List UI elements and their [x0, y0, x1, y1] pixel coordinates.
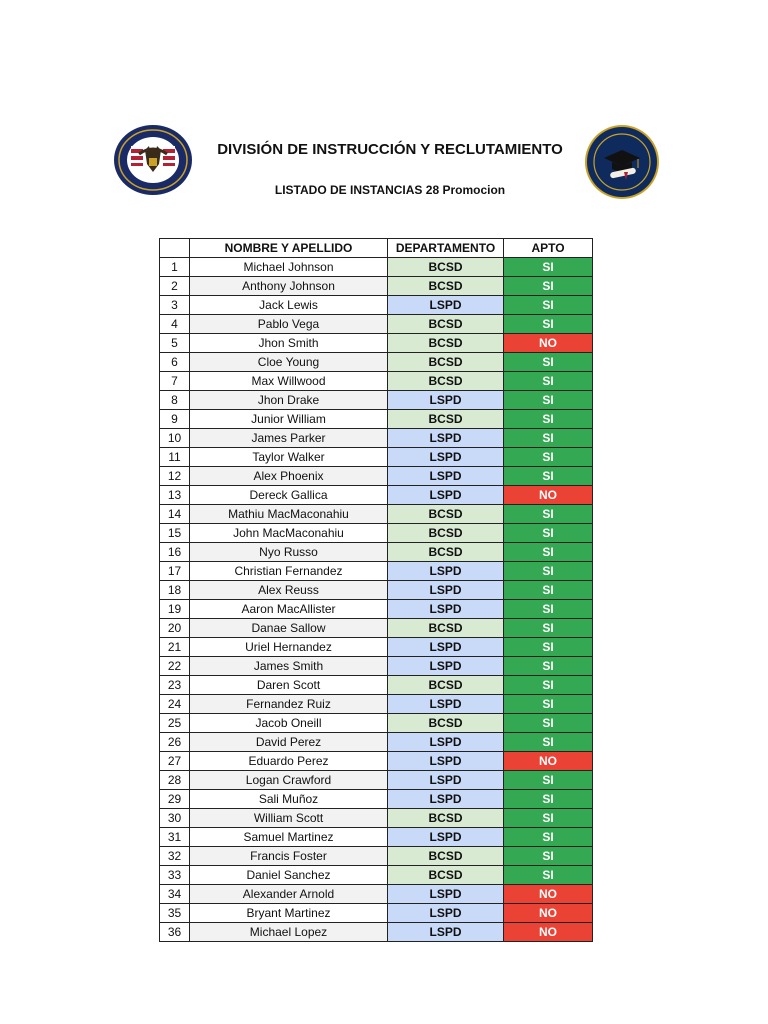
row-department: LSPD: [388, 448, 504, 467]
row-apto: SI: [504, 391, 593, 410]
row-department: LSPD: [388, 695, 504, 714]
table-row: [160, 410, 593, 429]
row-number: 31: [160, 828, 190, 847]
row-department: LSPD: [388, 904, 504, 923]
row-number: 24: [160, 695, 190, 714]
row-apto: SI: [504, 467, 593, 486]
row-apto: SI: [504, 809, 593, 828]
row-number: 34: [160, 885, 190, 904]
row-department: LSPD: [388, 923, 504, 942]
row-department: BCSD: [388, 277, 504, 296]
row-apto: SI: [504, 771, 593, 790]
row-department: BCSD: [388, 315, 504, 334]
table-row: [160, 315, 593, 334]
table-row: [160, 904, 593, 923]
table-row: [160, 638, 593, 657]
row-number: 30: [160, 809, 190, 828]
table-row: [160, 391, 593, 410]
row-number: 1: [160, 258, 190, 277]
row-number: 11: [160, 448, 190, 467]
table-row: [160, 619, 593, 638]
header-apto: APTO: [504, 239, 593, 258]
page-subtitle: LISTADO DE INSTANCIAS 28 Promocion: [274, 183, 506, 197]
table-row: [160, 771, 593, 790]
row-name: Mathiu MacMaconahiu: [190, 505, 388, 524]
row-name: David Perez: [190, 733, 388, 752]
row-department: LSPD: [388, 885, 504, 904]
row-name: Cloe Young: [190, 353, 388, 372]
row-number: 2: [160, 277, 190, 296]
row-name: Francis Foster: [190, 847, 388, 866]
row-number: 12: [160, 467, 190, 486]
row-name: James Parker: [190, 429, 388, 448]
table-row: [160, 277, 593, 296]
row-department: BCSD: [388, 809, 504, 828]
table-row: [160, 847, 593, 866]
row-apto: SI: [504, 657, 593, 676]
row-apto: NO: [504, 334, 593, 353]
row-department: BCSD: [388, 524, 504, 543]
table-row: [160, 524, 593, 543]
row-number: 26: [160, 733, 190, 752]
row-number: 18: [160, 581, 190, 600]
row-apto: SI: [504, 448, 593, 467]
table-row: [160, 486, 593, 505]
table-row: [160, 562, 593, 581]
table-row: [160, 752, 593, 771]
row-department: LSPD: [388, 771, 504, 790]
row-apto: SI: [504, 638, 593, 657]
table-row: [160, 543, 593, 562]
row-apto: NO: [504, 486, 593, 505]
table-row: [160, 676, 593, 695]
row-department: LSPD: [388, 486, 504, 505]
row-department: LSPD: [388, 600, 504, 619]
row-department: LSPD: [388, 429, 504, 448]
row-name: Sali Muñoz: [190, 790, 388, 809]
table-row: [160, 866, 593, 885]
row-apto: SI: [504, 296, 593, 315]
row-name: Alex Phoenix: [190, 467, 388, 486]
row-department: BCSD: [388, 866, 504, 885]
row-number: 19: [160, 600, 190, 619]
row-apto: SI: [504, 543, 593, 562]
row-name: Michael Johnson: [190, 258, 388, 277]
row-number: 36: [160, 923, 190, 942]
row-name: Alexander Arnold: [190, 885, 388, 904]
row-name: Jacob Oneill: [190, 714, 388, 733]
row-name: Taylor Walker: [190, 448, 388, 467]
table-row: [160, 353, 593, 372]
row-department: LSPD: [388, 657, 504, 676]
row-apto: SI: [504, 353, 593, 372]
row-number: 35: [160, 904, 190, 923]
row-department: LSPD: [388, 467, 504, 486]
row-name: Samuel Martinez: [190, 828, 388, 847]
row-department: BCSD: [388, 334, 504, 353]
table-row: [160, 790, 593, 809]
row-number: 27: [160, 752, 190, 771]
row-name: Jhon Smith: [190, 334, 388, 353]
row-apto: SI: [504, 505, 593, 524]
row-department: BCSD: [388, 847, 504, 866]
row-apto: SI: [504, 866, 593, 885]
row-name: Daren Scott: [190, 676, 388, 695]
row-apto: NO: [504, 923, 593, 942]
row-apto: SI: [504, 619, 593, 638]
row-department: BCSD: [388, 714, 504, 733]
row-name: Aaron MacAllister: [190, 600, 388, 619]
row-number: 9: [160, 410, 190, 429]
row-department: BCSD: [388, 619, 504, 638]
row-number: 23: [160, 676, 190, 695]
row-department: BCSD: [388, 353, 504, 372]
header-number-blank: [160, 239, 190, 258]
row-number: 4: [160, 315, 190, 334]
row-apto: SI: [504, 410, 593, 429]
row-number: 14: [160, 505, 190, 524]
row-department: LSPD: [388, 752, 504, 771]
row-name: Junior William: [190, 410, 388, 429]
row-department: BCSD: [388, 372, 504, 391]
row-number: 6: [160, 353, 190, 372]
table-row: [160, 885, 593, 904]
row-name: James Smith: [190, 657, 388, 676]
row-name: Eduardo Perez: [190, 752, 388, 771]
header-name: NOMBRE Y APELLIDO: [190, 239, 388, 258]
row-apto: SI: [504, 847, 593, 866]
row-name: John MacMaconahiu: [190, 524, 388, 543]
row-department: LSPD: [388, 562, 504, 581]
row-apto: NO: [504, 885, 593, 904]
row-number: 7: [160, 372, 190, 391]
table-row: [160, 372, 593, 391]
row-name: Danae Sallow: [190, 619, 388, 638]
row-name: Fernandez Ruiz: [190, 695, 388, 714]
header-department: DEPARTAMENTO: [388, 239, 504, 258]
row-department: BCSD: [388, 505, 504, 524]
row-number: 15: [160, 524, 190, 543]
row-department: BCSD: [388, 258, 504, 277]
row-department: LSPD: [388, 638, 504, 657]
row-name: Christian Fernandez: [190, 562, 388, 581]
row-department: LSPD: [388, 790, 504, 809]
table-row: [160, 809, 593, 828]
roster-table: [159, 238, 593, 942]
row-apto: SI: [504, 600, 593, 619]
row-name: Jack Lewis: [190, 296, 388, 315]
row-number: 13: [160, 486, 190, 505]
row-apto: SI: [504, 676, 593, 695]
row-number: 20: [160, 619, 190, 638]
row-number: 17: [160, 562, 190, 581]
row-department: BCSD: [388, 676, 504, 695]
row-number: 5: [160, 334, 190, 353]
row-name: Bryant Martinez: [190, 904, 388, 923]
roster-body: [160, 258, 593, 942]
table-row: [160, 296, 593, 315]
row-name: Pablo Vega: [190, 315, 388, 334]
row-apto: NO: [504, 752, 593, 771]
row-number: 8: [160, 391, 190, 410]
row-name: Michael Lopez: [190, 923, 388, 942]
row-name: Uriel Hernandez: [190, 638, 388, 657]
table-row: [160, 695, 593, 714]
row-department: LSPD: [388, 296, 504, 315]
row-apto: SI: [504, 258, 593, 277]
row-department: LSPD: [388, 733, 504, 752]
row-department: BCSD: [388, 543, 504, 562]
row-number: 29: [160, 790, 190, 809]
row-number: 28: [160, 771, 190, 790]
table-row: [160, 467, 593, 486]
table-row: [160, 581, 593, 600]
row-apto: SI: [504, 714, 593, 733]
row-name: William Scott: [190, 809, 388, 828]
table-row: [160, 657, 593, 676]
page-title: DIVISIÓN DE INSTRUCCIÓN Y RECLUTAMIENTO: [217, 141, 563, 158]
row-number: 33: [160, 866, 190, 885]
row-apto: SI: [504, 562, 593, 581]
table-row: [160, 923, 593, 942]
table-row: [160, 828, 593, 847]
table-row: [160, 429, 593, 448]
table-row: [160, 733, 593, 752]
row-apto: SI: [504, 372, 593, 391]
row-name: Max Willwood: [190, 372, 388, 391]
table-row: [160, 600, 593, 619]
row-number: 32: [160, 847, 190, 866]
row-department: LSPD: [388, 581, 504, 600]
table-row: [160, 334, 593, 353]
row-number: 21: [160, 638, 190, 657]
row-apto: SI: [504, 790, 593, 809]
table-row: [160, 505, 593, 524]
row-apto: SI: [504, 277, 593, 296]
row-department: LSPD: [388, 391, 504, 410]
row-number: 3: [160, 296, 190, 315]
row-apto: SI: [504, 733, 593, 752]
row-name: Daniel Sanchez: [190, 866, 388, 885]
row-apto: NO: [504, 904, 593, 923]
row-apto: SI: [504, 695, 593, 714]
row-apto: SI: [504, 581, 593, 600]
table-header-row: [160, 239, 593, 258]
row-apto: SI: [504, 429, 593, 448]
row-name: Dereck Gallica: [190, 486, 388, 505]
table-row: [160, 714, 593, 733]
row-department: LSPD: [388, 828, 504, 847]
row-name: Nyo Russo: [190, 543, 388, 562]
row-number: 22: [160, 657, 190, 676]
row-number: 10: [160, 429, 190, 448]
row-name: Anthony Johnson: [190, 277, 388, 296]
row-name: Logan Crawford: [190, 771, 388, 790]
row-number: 16: [160, 543, 190, 562]
row-name: Jhon Drake: [190, 391, 388, 410]
row-apto: SI: [504, 828, 593, 847]
table-row: [160, 258, 593, 277]
row-number: 25: [160, 714, 190, 733]
row-apto: SI: [504, 524, 593, 543]
row-name: Alex Reuss: [190, 581, 388, 600]
row-apto: SI: [504, 315, 593, 334]
table-row: [160, 448, 593, 467]
row-department: BCSD: [388, 410, 504, 429]
